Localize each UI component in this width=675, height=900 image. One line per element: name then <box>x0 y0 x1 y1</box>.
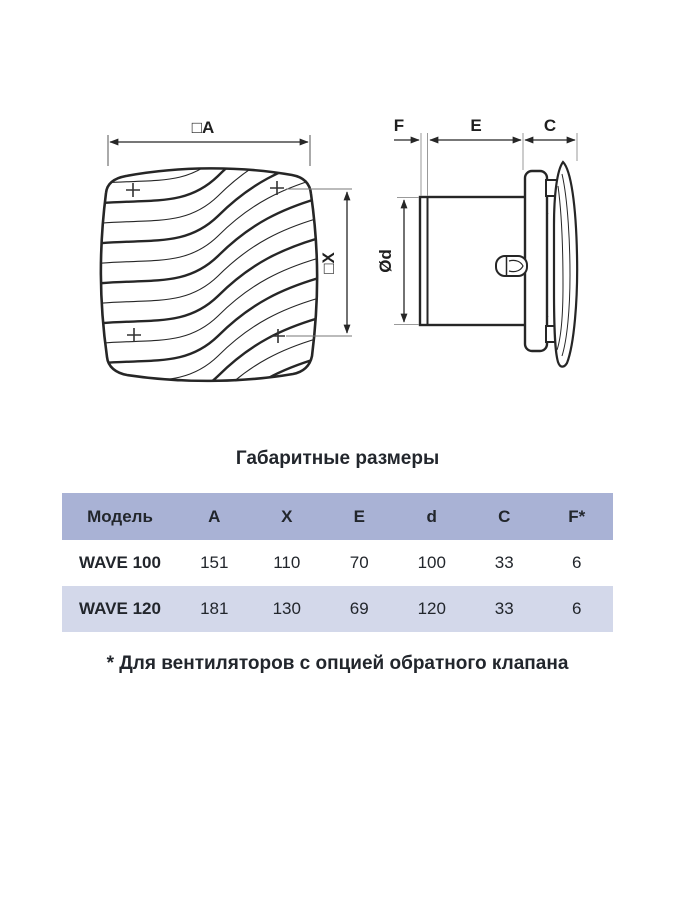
table-cell: 6 <box>572 553 582 572</box>
dimension-drawings <box>0 0 675 435</box>
header-e: E <box>353 506 365 526</box>
header-model: Модель <box>87 506 153 526</box>
latch-clip <box>496 256 527 276</box>
table-cell: 33 <box>494 599 514 618</box>
table-cell: 130 <box>272 599 301 618</box>
dim-label-c: C <box>543 116 557 135</box>
dim-label-x: □X <box>319 252 338 274</box>
table-cell: 151 <box>200 553 229 572</box>
table-cell: 110 <box>273 553 301 572</box>
dim-label-diameter: Ød <box>376 249 395 273</box>
table-cell: 120 <box>417 599 446 618</box>
dim-label-e: E <box>470 116 482 135</box>
header-a: A <box>208 506 221 526</box>
wave-pattern <box>92 96 326 435</box>
model-cell: WAVE 100 <box>79 553 161 572</box>
dim-a <box>108 135 310 166</box>
front-view-drawing <box>92 96 352 435</box>
table-cell: 33 <box>494 553 514 572</box>
table-header-row <box>62 493 613 540</box>
header-d: d <box>426 506 437 526</box>
dim-diameter <box>394 198 419 325</box>
header-f: F* <box>568 506 586 526</box>
table-title: Габаритные размеры <box>235 448 440 469</box>
table-cell: 6 <box>572 599 582 618</box>
table-row <box>62 586 613 632</box>
model-cell: WAVE 120 <box>79 599 161 618</box>
fan-face-outline <box>101 168 317 381</box>
table-cell: 100 <box>417 553 446 572</box>
dim-label-f: F <box>393 116 405 135</box>
table-cell: 69 <box>349 599 369 618</box>
table-header <box>62 493 613 540</box>
table-cell: 181 <box>200 599 229 618</box>
side-view-drawing <box>376 116 577 367</box>
dimensions-table <box>62 493 613 632</box>
header-x: X <box>281 506 293 526</box>
dim-label-a: □A <box>191 118 215 137</box>
mounting-plate <box>525 171 547 351</box>
header-c: C <box>498 506 511 526</box>
table-row <box>62 540 613 586</box>
table-cell: 70 <box>349 553 369 572</box>
footnote: * Для вентиляторов с опцией обратного клапана <box>106 653 569 674</box>
